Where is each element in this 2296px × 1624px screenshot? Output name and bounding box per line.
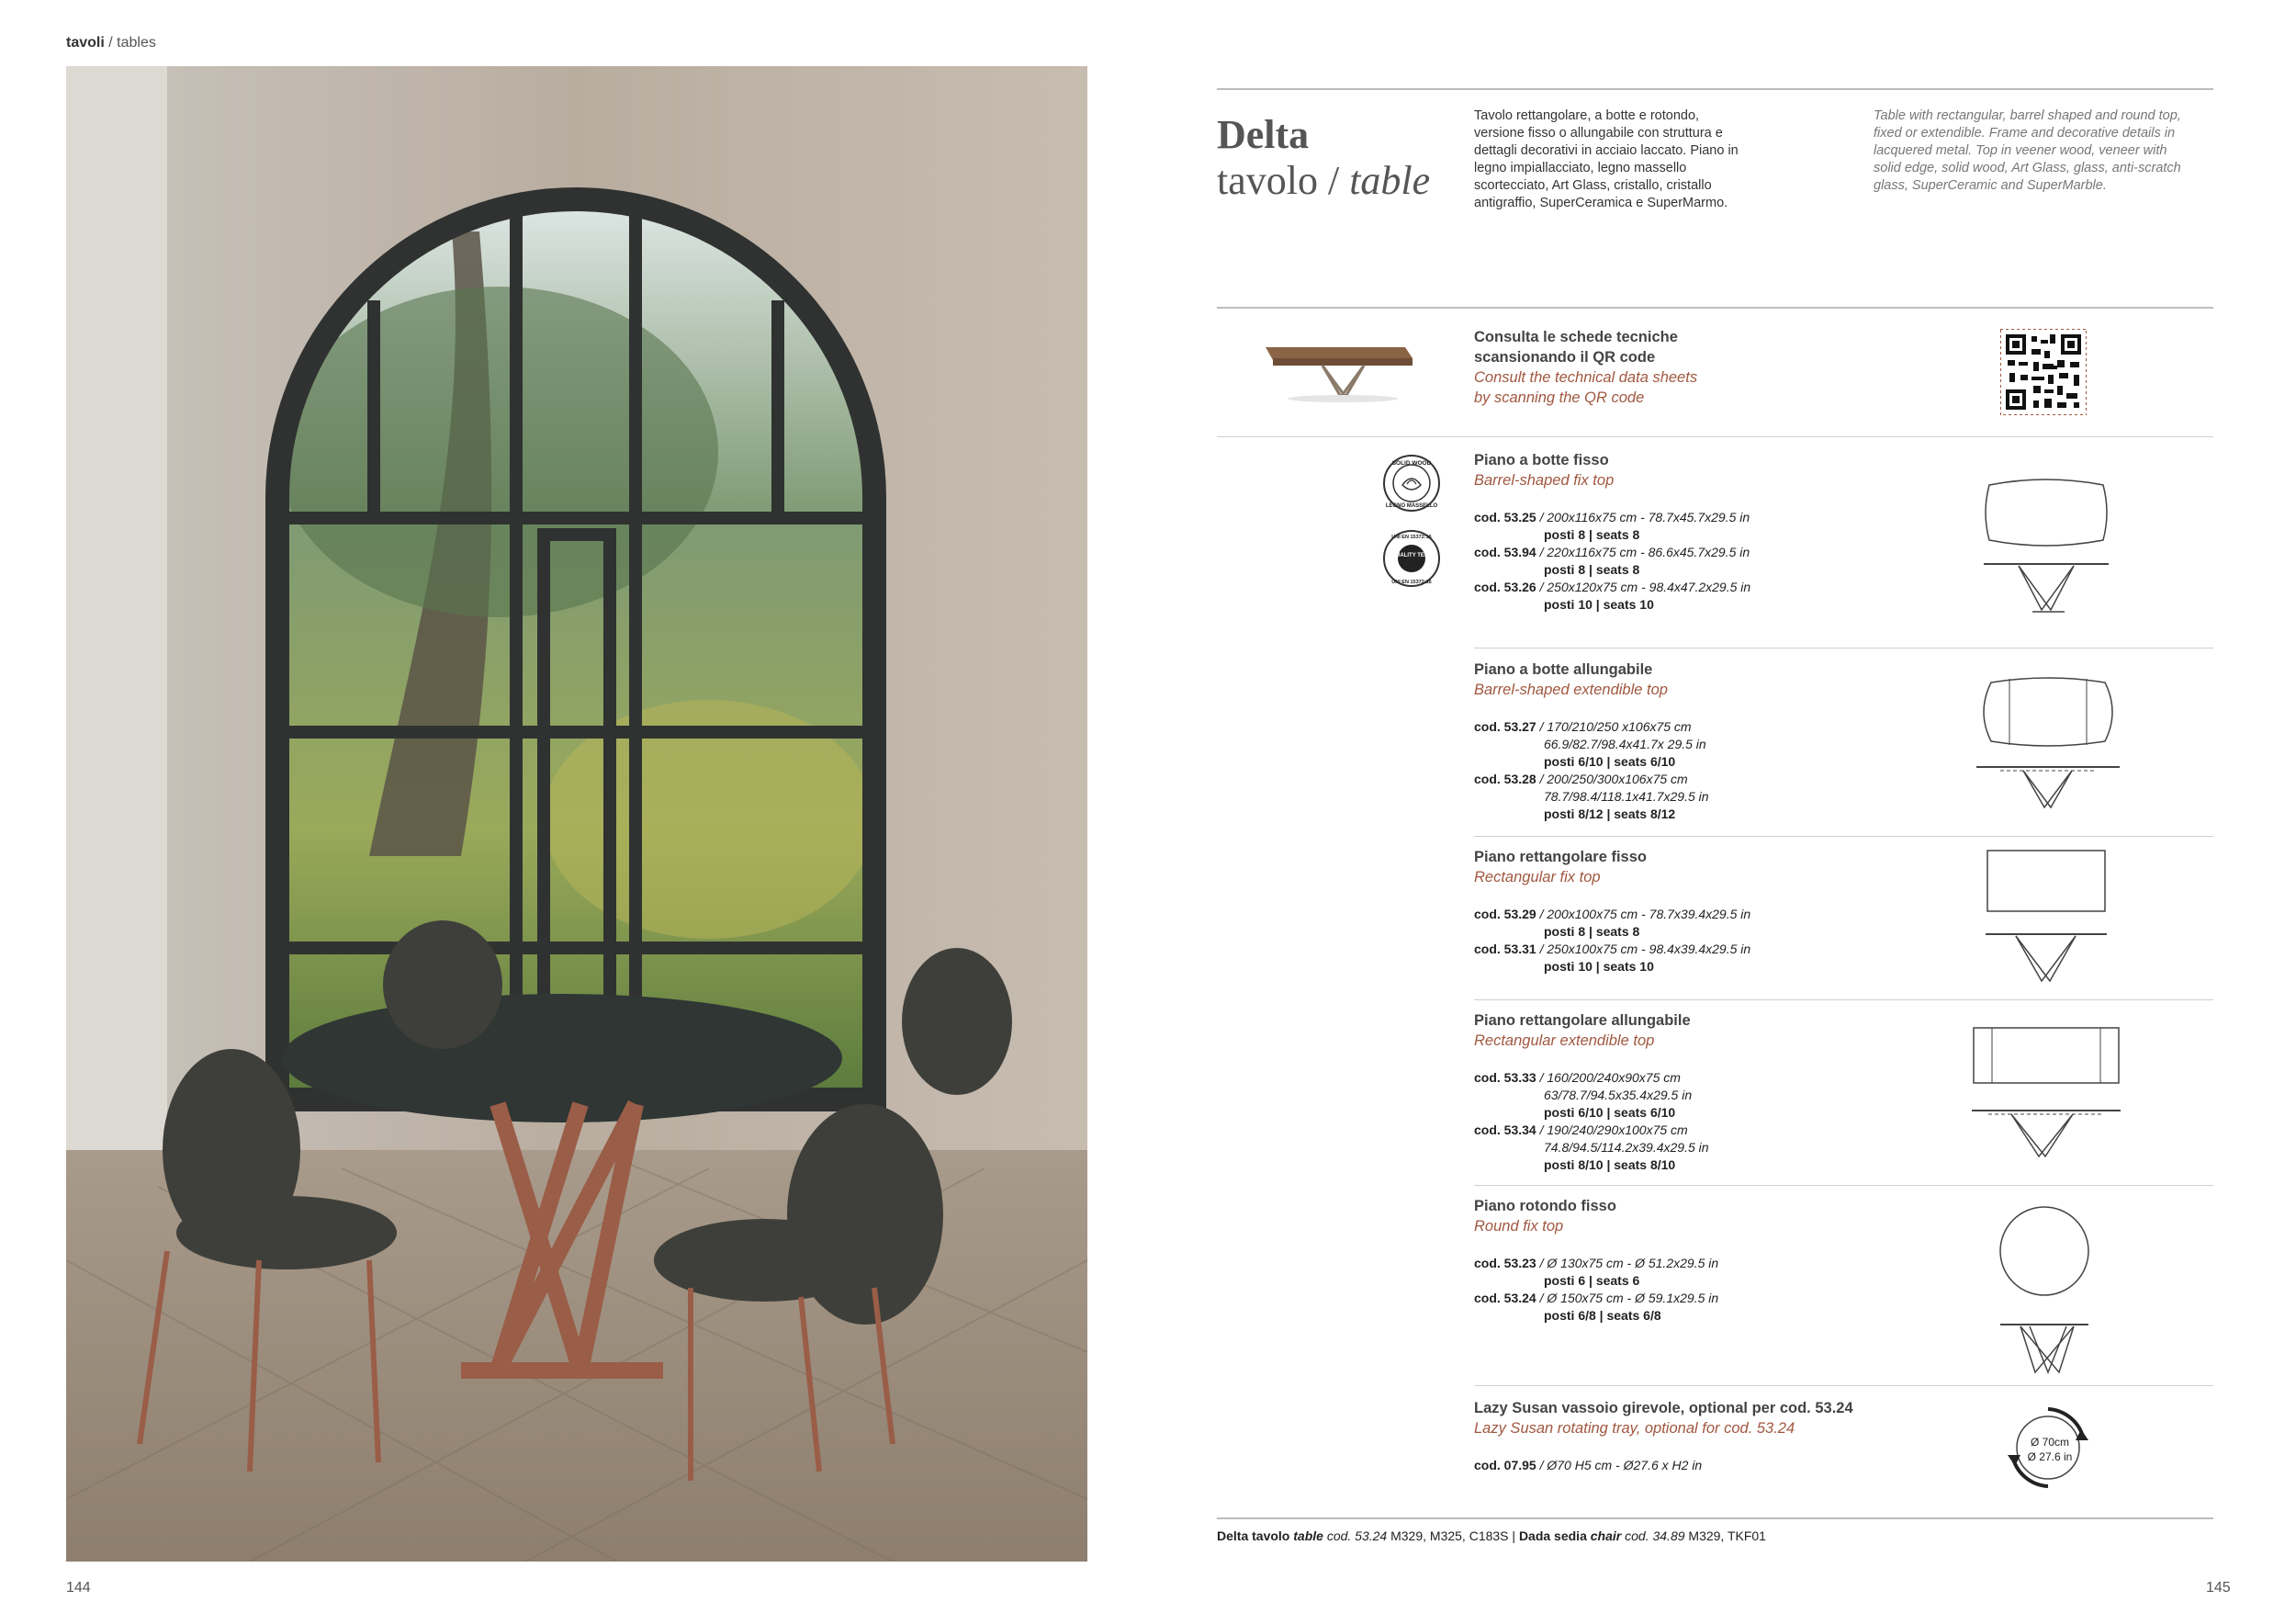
code-list — [1474, 718, 1709, 823]
product-dims: / 160/200/240x90x75 cm — [1536, 1070, 1681, 1085]
product-dims: / 200x100x75 cm - 78.7x39.4x29.5 in — [1536, 907, 1751, 921]
product-dims: / Ø 150x75 cm - Ø 59.1x29.5 in — [1536, 1291, 1719, 1305]
caption-table-code: cod. 53.24 — [1322, 1528, 1388, 1543]
seats: posti 6/10 | seats 6/10 — [1544, 1105, 1676, 1120]
section-title: Piano a botte fisso — [1474, 452, 1609, 468]
section-title: Piano rettangolare fisso — [1474, 849, 1647, 865]
product-dims-inches: 66.9/82.7/98.4x41.7x 29.5 in — [1544, 737, 1706, 751]
product-code: cod. 53.23 — [1474, 1256, 1536, 1270]
page-number-right: 145 — [2206, 1580, 2231, 1596]
breadcrumb — [66, 35, 156, 51]
product-code: cod. 07.95 — [1474, 1458, 1536, 1472]
seats: posti 6/10 | seats 6/10 — [1544, 754, 1676, 769]
bottom-divider — [1217, 1517, 2213, 1519]
seats: posti 10 | seats 10 — [1544, 597, 1654, 612]
product-dims-inches: 63/78.7/94.5x35.4x29.5 in — [1544, 1088, 1693, 1102]
product-code: cod. 53.25 — [1474, 510, 1536, 524]
section-title: Piano a botte allungabile — [1474, 661, 1653, 678]
qr-title-line2: scansionando il QR code — [1474, 349, 1656, 366]
product-code: cod. 53.33 — [1474, 1070, 1536, 1085]
product-dims: / 200x116x75 cm - 78.7x45.7x29.5 in — [1536, 510, 1750, 524]
page-number-left: 144 — [66, 1580, 91, 1596]
solid-wood-badge-icon — [1382, 454, 1441, 513]
divider-qr — [1217, 307, 2213, 309]
product-dims: / 190/240/290x100x75 cm — [1536, 1122, 1688, 1137]
product-type-en: table — [1349, 158, 1431, 203]
quality-badge-center-text: QUALITY TEST — [1391, 553, 1432, 558]
product-type — [1217, 158, 1430, 204]
lazy-susan-cm: Ø 70cm — [2030, 1436, 2070, 1449]
page-title — [1217, 112, 1430, 204]
product-code: cod. 53.29 — [1474, 907, 1536, 921]
caption-chair-code: cod. 34.89 — [1621, 1528, 1685, 1543]
round-fixed-drawing — [1993, 1205, 2103, 1380]
breadcrumb-main: tavoli — [66, 35, 105, 51]
product-dims: / Ø70 H5 cm - Ø27.6 x H2 in — [1536, 1458, 1703, 1472]
section-barrel-fixed — [1474, 450, 1750, 614]
qr-sub-line2: by scanning the QR code — [1474, 389, 1645, 406]
product-name: Delta — [1217, 112, 1310, 157]
solid-wood-badge-top-text: SOLID WOOD — [1391, 460, 1432, 467]
barrel-extendible-drawing — [1973, 675, 2123, 813]
product-dims-inches: 74.8/94.5/114.2x39.4x29.5 in — [1544, 1140, 1709, 1155]
product-dims-inches: 78.7/98.4/118.1x41.7x29.5 in — [1544, 789, 1709, 804]
barrel-fixed-drawing — [1982, 476, 2110, 619]
caption-table-finishes: M329, M325, C183S | — [1387, 1528, 1519, 1543]
qr-sub-line1: Consult the technical data sheets — [1474, 369, 1698, 386]
product-code: cod. 53.31 — [1474, 942, 1536, 956]
qr-code[interactable] — [2000, 329, 2087, 415]
product-code: cod. 53.24 — [1474, 1291, 1536, 1305]
quality-badge-bottom-text: UNI EN 15372:16 — [1391, 580, 1432, 585]
product-dims: / 250x100x75 cm - 98.4x39.4x29.5 in — [1536, 942, 1751, 956]
photo-caption — [1217, 1528, 1766, 1543]
product-code: cod. 53.28 — [1474, 772, 1536, 786]
product-dims: / 170/210/250 x106x75 cm — [1536, 719, 1692, 734]
divider-5 — [1474, 1185, 2213, 1186]
seats: posti 10 | seats 10 — [1544, 959, 1654, 974]
caption-chair-en: chair — [1590, 1528, 1622, 1543]
caption-chair-name: Dada sedia — [1518, 1528, 1591, 1543]
lazy-susan-in: Ø 27.6 in — [2027, 1450, 2073, 1463]
section-barrel-extendible — [1474, 660, 1709, 823]
seats: posti 8 | seats 8 — [1544, 527, 1640, 542]
breadcrumb-separator: / — [104, 35, 118, 51]
qr-title-line1: Consulta le schede tecniche — [1474, 329, 1678, 345]
code-list — [1474, 1457, 1853, 1474]
divider-3 — [1474, 836, 2213, 837]
description-italian: Tavolo rettangolare, a botte e rotondo, versione fisso o allungabile con struttura e dettagli decorativi in acciaio laccato. Piano in legno impiallacciato, legno massello scortecciato, Art Glass, cristallo, cristallo antigraffio, SuperCeramica e SuperMarmo. — [1474, 108, 1739, 210]
product-dims: / 200/250/300x106x75 cm — [1536, 772, 1688, 786]
seats: posti 8 | seats 8 — [1544, 924, 1640, 939]
rectangular-extendible-drawing — [1970, 1024, 2122, 1164]
section-title: Piano rotondo fisso — [1474, 1198, 1616, 1214]
section-rectangular-extendible — [1474, 1010, 1709, 1174]
divider-4 — [1474, 999, 2213, 1000]
seats: posti 8/10 | seats 8/10 — [1544, 1157, 1676, 1172]
seats: posti 8 | seats 8 — [1544, 562, 1640, 577]
top-divider — [1217, 88, 2213, 90]
product-dims: / Ø 130x75 cm - Ø 51.2x29.5 in — [1536, 1256, 1719, 1270]
section-title: Lazy Susan vassoio girevole, optional per cod. 53.24 — [1474, 1400, 1853, 1416]
section-rectangular-fixed — [1474, 847, 1750, 976]
section-title: Piano rettangolare allungabile — [1474, 1012, 1691, 1029]
section-round-fixed — [1474, 1196, 1718, 1325]
seats: posti 8/12 | seats 8/12 — [1544, 806, 1676, 821]
breadcrumb-sub: tables — [117, 35, 156, 51]
room-photo — [66, 66, 1087, 1562]
product-code: cod. 53.34 — [1474, 1122, 1536, 1137]
section-lazy-susan — [1474, 1398, 1853, 1474]
description-english: Table with rectangular, barrel shaped and round top, fixed or extendible. Frame and decorative details in lacquered metal. Top in veener wood, veneer with solid edge, solid wood, Art Glass, glass, anti-scratch glass, SuperCeramic and SuperMarble. — [1874, 108, 2181, 193]
caption-table-en: table — [1293, 1528, 1323, 1543]
product-dims: / 220x116x75 cm - 86.6x45.7x29.5 in — [1536, 545, 1750, 559]
section-subtitle: Rectangular fix top — [1474, 869, 1601, 885]
seats: posti 6/8 | seats 6/8 — [1544, 1308, 1661, 1323]
section-subtitle: Lazy Susan rotating tray, optional for cod. 53.24 — [1474, 1420, 1795, 1437]
divider-6 — [1474, 1385, 2213, 1386]
quality-test-badge-icon — [1382, 529, 1441, 588]
product-code: cod. 53.27 — [1474, 719, 1536, 734]
room-photo-illustration — [66, 66, 1087, 1562]
solid-wood-badge-bottom-text: LEGNO MASSELLO — [1385, 503, 1438, 509]
rectangular-fixed-drawing — [1984, 849, 2109, 987]
section-subtitle: Round fix top — [1474, 1218, 1564, 1235]
section-subtitle: Rectangular extendible top — [1474, 1032, 1655, 1049]
code-list — [1474, 1255, 1718, 1325]
lazy-susan-icon — [2002, 1402, 2094, 1494]
caption-table-name: Delta tavolo — [1217, 1528, 1294, 1543]
product-code: cod. 53.94 — [1474, 545, 1536, 559]
seats: posti 6 | seats 6 — [1544, 1273, 1640, 1288]
code-list — [1474, 509, 1750, 614]
product-type-it: tavolo / — [1217, 158, 1350, 203]
section-subtitle: Barrel-shaped fix top — [1474, 472, 1615, 489]
section-subtitle: Barrel-shaped extendible top — [1474, 682, 1668, 698]
table-thumbnail — [1258, 331, 1414, 404]
product-code: cod. 53.26 — [1474, 580, 1536, 594]
code-list — [1474, 906, 1750, 976]
caption-chair-finishes: M329, TKF01 — [1684, 1528, 1766, 1543]
qr-section-text — [1474, 327, 1697, 408]
code-list — [1474, 1069, 1709, 1174]
quality-badge-top-text: UNI EN 15372:16 — [1391, 535, 1432, 540]
product-dims: / 250x120x75 cm - 98.4x47.2x29.5 in — [1536, 580, 1751, 594]
divider-1 — [1217, 436, 2213, 437]
